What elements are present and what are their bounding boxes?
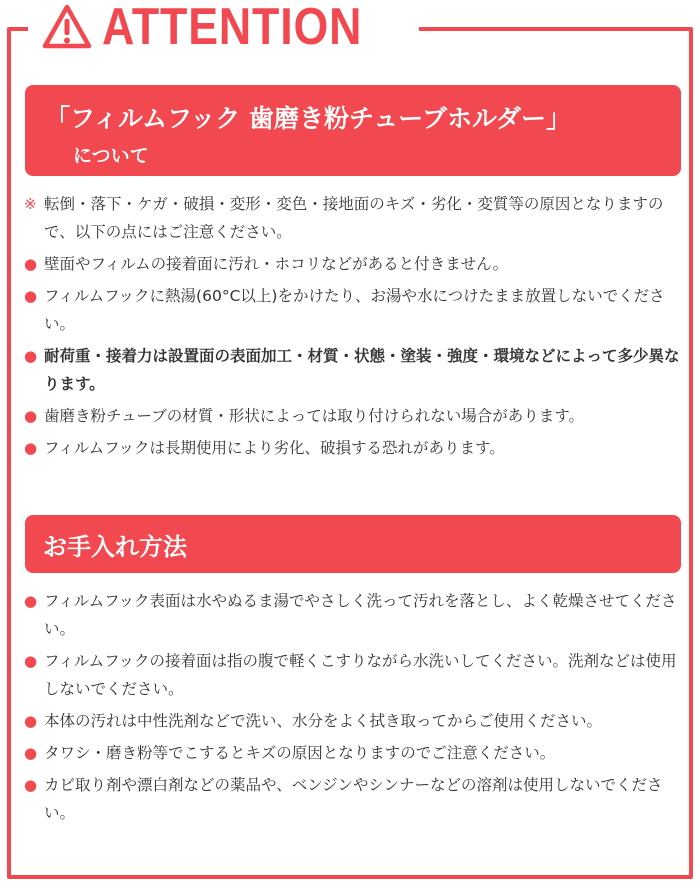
list-item xyxy=(24,342,684,398)
list-item xyxy=(24,647,684,703)
product-section-subtitle: について xyxy=(73,145,149,167)
list-item xyxy=(24,707,684,735)
care-list xyxy=(24,587,684,831)
list-item-text: フィルムフック表面は水やぬるま湯でやさしく洗って汚れを落とし、よく乾燥させてください。 xyxy=(44,592,677,638)
list-item-text: 耐荷重・接着力は設置面の表面加工・材質・状態・塗装・強度・環境などによって多少異なります。 xyxy=(44,347,680,393)
bullet-icon: ● xyxy=(24,347,38,365)
note-mark-icon: ※ xyxy=(24,195,37,213)
bullet-icon: ● xyxy=(24,592,38,610)
list-item xyxy=(24,739,684,767)
list-item xyxy=(24,434,684,462)
attention-title: ATTENTION xyxy=(102,0,363,56)
list-item-text: カビ取り剤や漂白剤などの薬品や、ベンジンやシンナーなどの溶剤は使用しないでください。 xyxy=(44,776,663,822)
list-item-text: フィルムフックに熱湯(60°C以上)をかけたり、お湯や水につけたまま放置しないでください。 xyxy=(44,287,665,333)
list-item-text: タワシ・磨き粉等でこするとキズの原因となりますのでご注意ください。 xyxy=(44,744,556,762)
bullet-icon: ● xyxy=(24,439,38,457)
attention-header xyxy=(28,0,419,54)
list-item xyxy=(24,190,684,246)
list-item-text: 本体の汚れは中性洗剤などで洗い、水分をよく拭き取ってからご使用ください。 xyxy=(44,712,603,730)
list-item-text: フィルムフックは長期使用により劣化、破損する恐れがあります。 xyxy=(44,439,505,457)
bullet-icon: ● xyxy=(24,407,38,425)
care-section-title: お手入れ方法 xyxy=(43,532,187,561)
bullet-icon: ● xyxy=(24,652,38,670)
care-section-banner xyxy=(25,515,681,573)
list-item xyxy=(24,402,684,430)
bullet-icon: ● xyxy=(24,712,38,730)
list-item xyxy=(24,771,684,827)
list-item xyxy=(24,282,684,338)
product-section-banner xyxy=(25,85,681,176)
list-item xyxy=(24,587,684,643)
list-item-text: 歯磨き粉チューブの材質・形状によっては取り付けられない場合があります。 xyxy=(44,407,585,425)
list-item-text: 壁面やフィルムの接着面に汚れ・ホコリなどがあると付きません。 xyxy=(44,255,509,273)
bullet-icon: ● xyxy=(24,287,38,305)
list-item-text: フィルムフックの接着面は指の腹で軽くこすりながら水洗いしてください。洗剤などは使用しないでください。 xyxy=(44,652,677,698)
list-item-text: 転倒・落下・ケガ・破損・変形・変色・接地面のキズ・劣化・変質等の原因となりますので、以下の点にはご注意ください。 xyxy=(44,195,664,241)
bullet-icon: ● xyxy=(24,744,38,762)
bullet-icon: ● xyxy=(24,776,38,794)
caution-list xyxy=(24,190,684,466)
bullet-icon: ● xyxy=(24,255,38,273)
list-item xyxy=(24,250,684,278)
product-section-title: 「フィルムフック 歯磨き粉チューブホルダー」 xyxy=(45,104,571,133)
warning-triangle-icon xyxy=(42,4,92,50)
